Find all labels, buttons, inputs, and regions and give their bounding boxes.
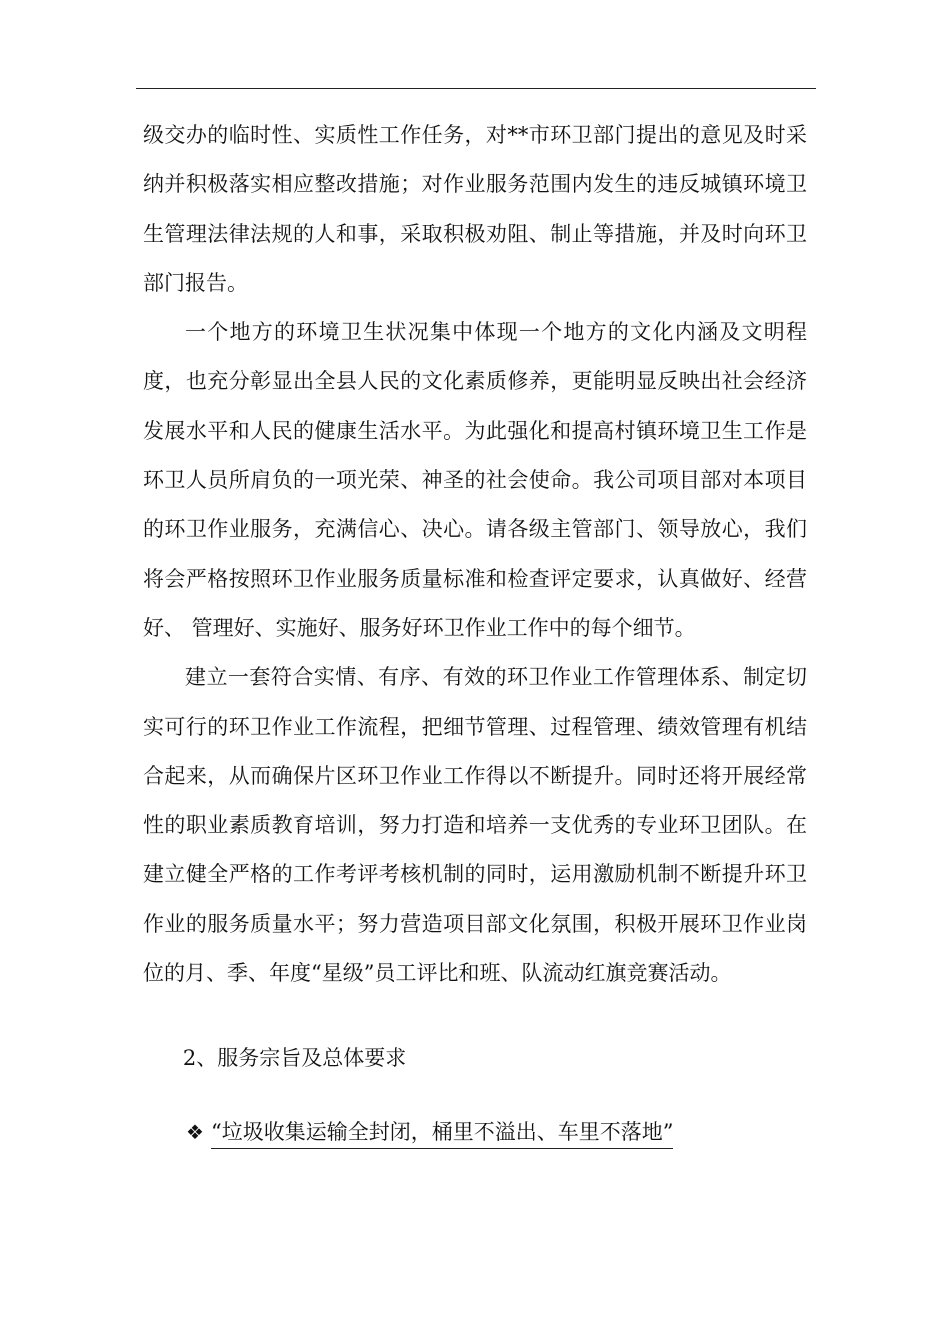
paragraph-environment: 一个地方的环境卫生状况集中体现一个地方的文化内涵及文明程度，也充分彰显出全县人民的文化素质修养，更能明显反映出社会经济发展水平和人民的健康生活水平。为此强化和提高村镇环境卫生工作是环卫人员所肩负的一项光荣、神圣的社会使命。我公司项目部对本项目的环卫作业服务，充满信心、决心。请各级主管部门、领导放心，我们将会严格按照环卫作业服务质量标准和检查评定要求，认真做好、经营好、 管理好、实施好、服务好环卫作业工作中的每个细节。 (143, 320, 807, 640)
paragraph-continuation: 级交办的临时性、实质性工作任务，对**市环卫部门提出的意见及时采纳并积极落实相应整改措施；对作业服务范围内发生的违反城镇环境卫生管理法律法规的人和事，采取积极劝阻、制止等措施，并及时向环卫部门报告。 (143, 123, 807, 295)
bullet-text: “垃圾收集运输全封闭，桶里不溢出、车里不落地” (211, 1116, 673, 1149)
document-body (143, 111, 807, 1157)
section-heading: 2、服务宗旨及总体要求 (182, 1046, 407, 1071)
diamond-bullet-icon: ❖ (186, 1119, 204, 1144)
header-rule (136, 88, 816, 89)
bullet-item (143, 1108, 807, 1157)
paragraph-management-system: 建立一套符合实情、有序、有效的环卫作业工作管理体系、制定切实可行的环卫作业工作流程，把细节管理、过程管理、绩效管理有机结合起来，从而确保片区环卫作业工作得以不断提升。同时还将开展经常性的职业素质教育培训，努力打造和培养一支优秀的专业环卫团队。在建立健全严格的工作考评考核机制的同时，运用激励机制不断提升环卫作业的服务质量水平；努力营造项目部文化氛围，积极开展环卫作业岗位的月、季、年度“星级”员工评比和班、队流动红旗竞赛活动。 (143, 665, 807, 986)
